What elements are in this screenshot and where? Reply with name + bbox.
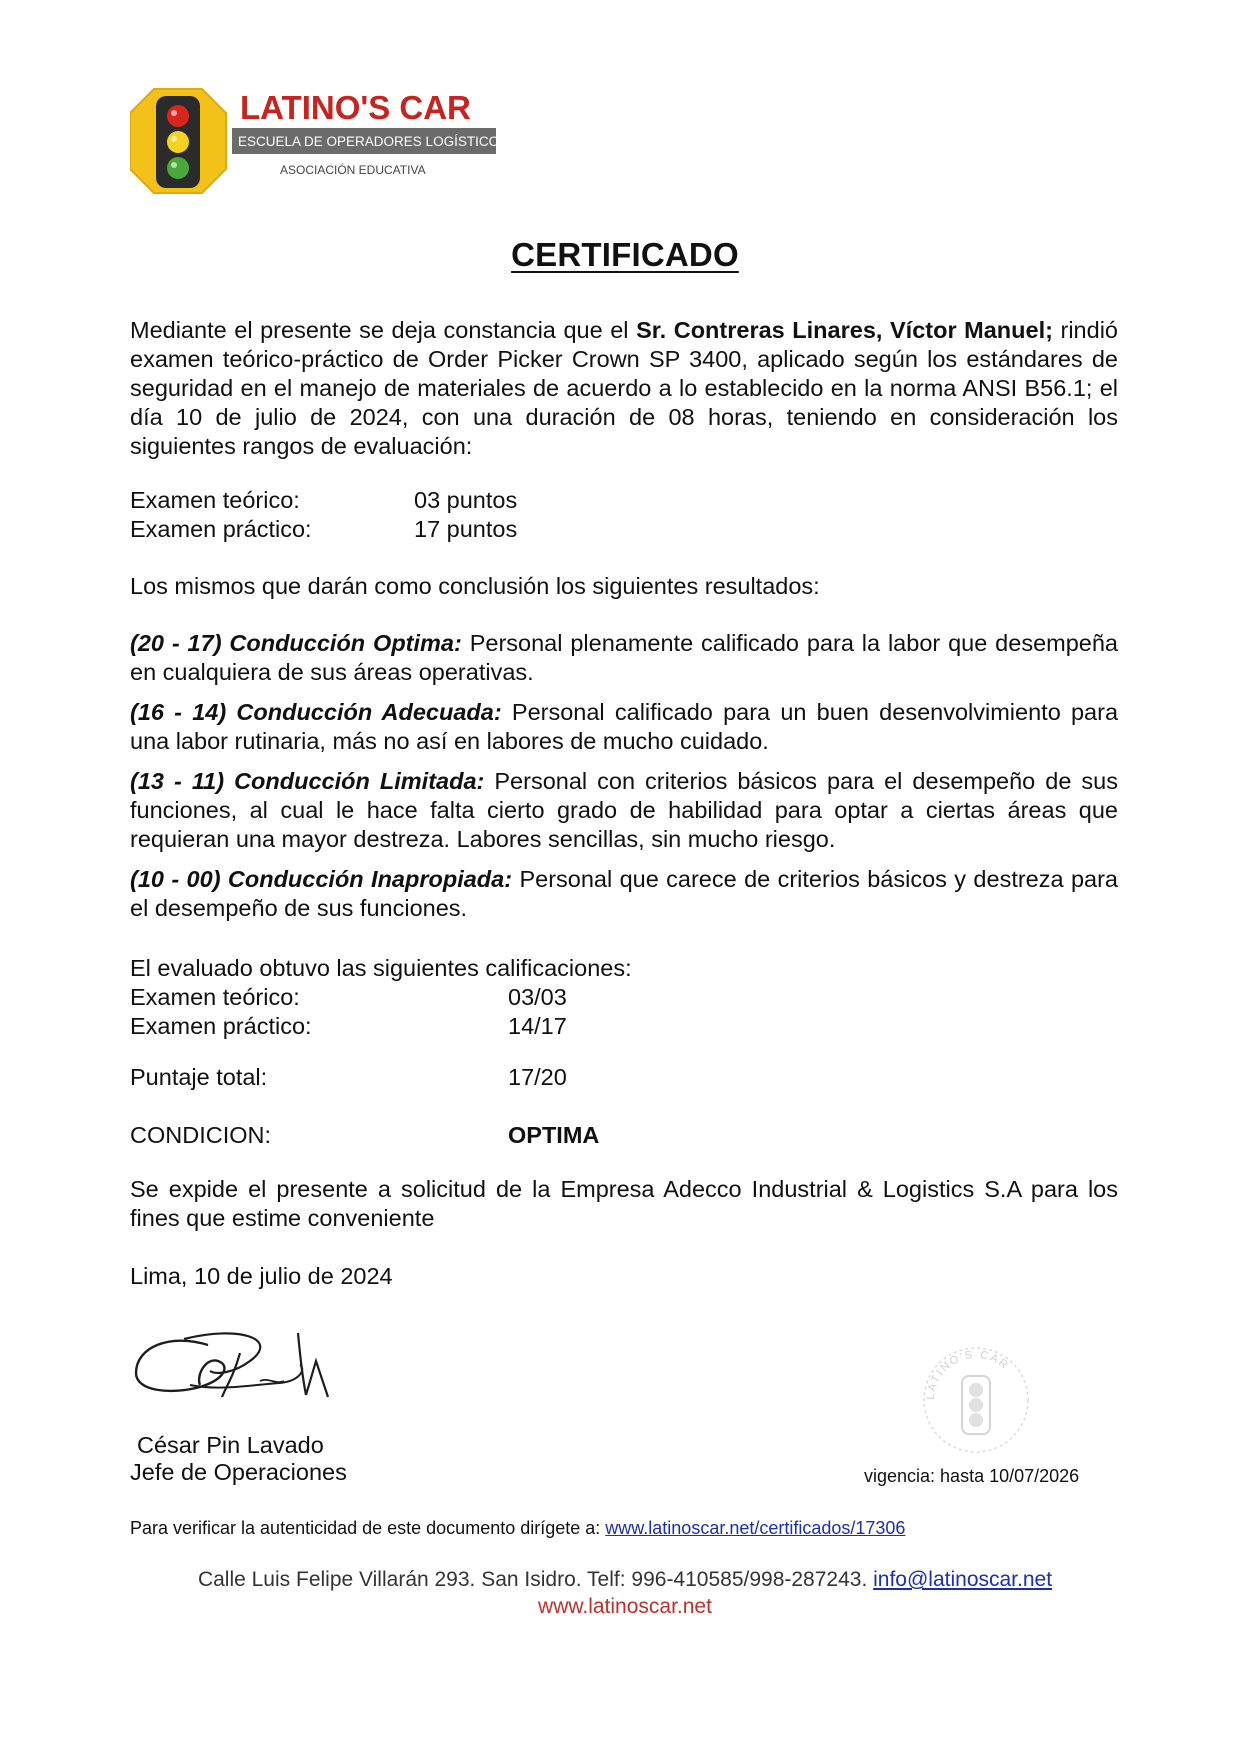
place-date: Lima, 10 de julio de 2024 <box>130 1263 393 1289</box>
document-title: CERTIFICADO <box>511 236 739 273</box>
score-practice-value: 14/17 <box>508 1013 567 1039</box>
intro-paragraph: Mediante el presente se deja constancia que el Sr. Contreras Linares, Víctor Manuel; rindió examen teórico-práctico de Order Picker Crown SP 3400, aplicado según los estándares de seguridad en el manejo de materiales de acuerdo a lo establecido en la norma ANSI B56.1; el día 10 de julio de 2024, con una duración de 08 horas, teniendo en consideración los siguientes rangos de evaluación: <box>130 317 1118 459</box>
footer-email-link[interactable]: info@latinoscar.net <box>873 1568 1053 1591</box>
traffic-light-icon <box>130 86 510 198</box>
score-total-value: 17/20 <box>508 1064 567 1090</box>
result-optima: (20 - 17) Conducción Optima: Personal plenamente calificado para la labor que desempeña en cualquiera de sus áreas operativas. <box>130 630 1118 685</box>
company-logo <box>130 86 510 198</box>
svg-text:LATINO'S CAR <box>925 1349 1012 1400</box>
seal-text: LATINO'S CAR <box>924 1348 1012 1401</box>
signer-role: Jefe de Operaciones <box>130 1459 347 1485</box>
logo-tagline: ESCUELA DE OPERADORES LOGÍSTICOS <box>238 134 509 149</box>
company-seal <box>916 1340 1036 1460</box>
issued-paragraph: Se expide el presente a solicitud de la Empresa Adecco Industrial & Logistics S.A para los fines que estime conveniente <box>130 1176 1118 1231</box>
logo-brand: LATINO'S CAR <box>240 89 471 126</box>
condition-label: CONDICION: <box>130 1122 271 1148</box>
signer-name: César Pin Lavado <box>137 1432 324 1458</box>
score-practice-label: Examen práctico: <box>130 1013 312 1039</box>
logo-association: ASOCIACIÓN EDUCATIVA <box>280 163 426 177</box>
signature <box>130 1325 350 1415</box>
recipient-name: Sr. Contreras Linares, Víctor Manuel; <box>636 317 1053 343</box>
range-practice-label: Examen práctico: <box>130 516 312 542</box>
scores-heading: El evaluado obtuvo las siguientes calificaciones: <box>130 955 632 981</box>
score-theory-value: 03/03 <box>508 984 567 1010</box>
range-practice-value: 17 puntos <box>414 516 518 542</box>
verify-link[interactable]: www.latinoscar.net/certificados/17306 <box>605 1518 906 1538</box>
footer-website[interactable]: www.latinoscar.net <box>538 1595 712 1618</box>
range-theory-label: Examen teórico: <box>130 487 300 513</box>
validity: vigencia: hasta 10/07/2026 <box>864 1466 1080 1486</box>
score-theory-label: Examen teórico: <box>130 984 300 1010</box>
signature-mark <box>130 1325 350 1415</box>
footer-address: Calle Luis Felipe Villarán 293. San Isidro. Telf: 996-410585/998-287243. info@latinoscar.net <box>197 1568 1053 1591</box>
score-total-label: Puntaje total: <box>130 1064 268 1090</box>
conclusion-intro: Los mismos que darán como conclusión los siguientes resultados: <box>130 573 820 599</box>
result-limitada: (13 - 11) Conducción Limitada: Personal con criterios básicos para el desempeño de sus funciones, al cual le hace falta cierto grado de habilidad para optar a ciertas áreas que requieran una mayor destreza. Labores sencillas, sin mucho riesgo. <box>130 768 1118 852</box>
seal-traffic-light-icon <box>916 1340 1036 1460</box>
result-adecuada: (16 - 14) Conducción Adecuada: Personal calificado para un buen desenvolvimiento para una labor rutinaria, más no así en labores de mucho cuidado. <box>130 699 1119 754</box>
result-inapropiada: (10 - 00) Conducción Inapropiada: Personal que carece de criterios básicos y destreza para el desempeño de sus funciones. <box>130 866 1118 921</box>
verify-line: Para verificar la autenticidad de este documento dirígete a: www.latinoscar.net/certificados/17306 <box>130 1518 906 1538</box>
range-theory-value: 03 puntos <box>414 487 518 513</box>
condition-value: OPTIMA <box>508 1122 600 1148</box>
